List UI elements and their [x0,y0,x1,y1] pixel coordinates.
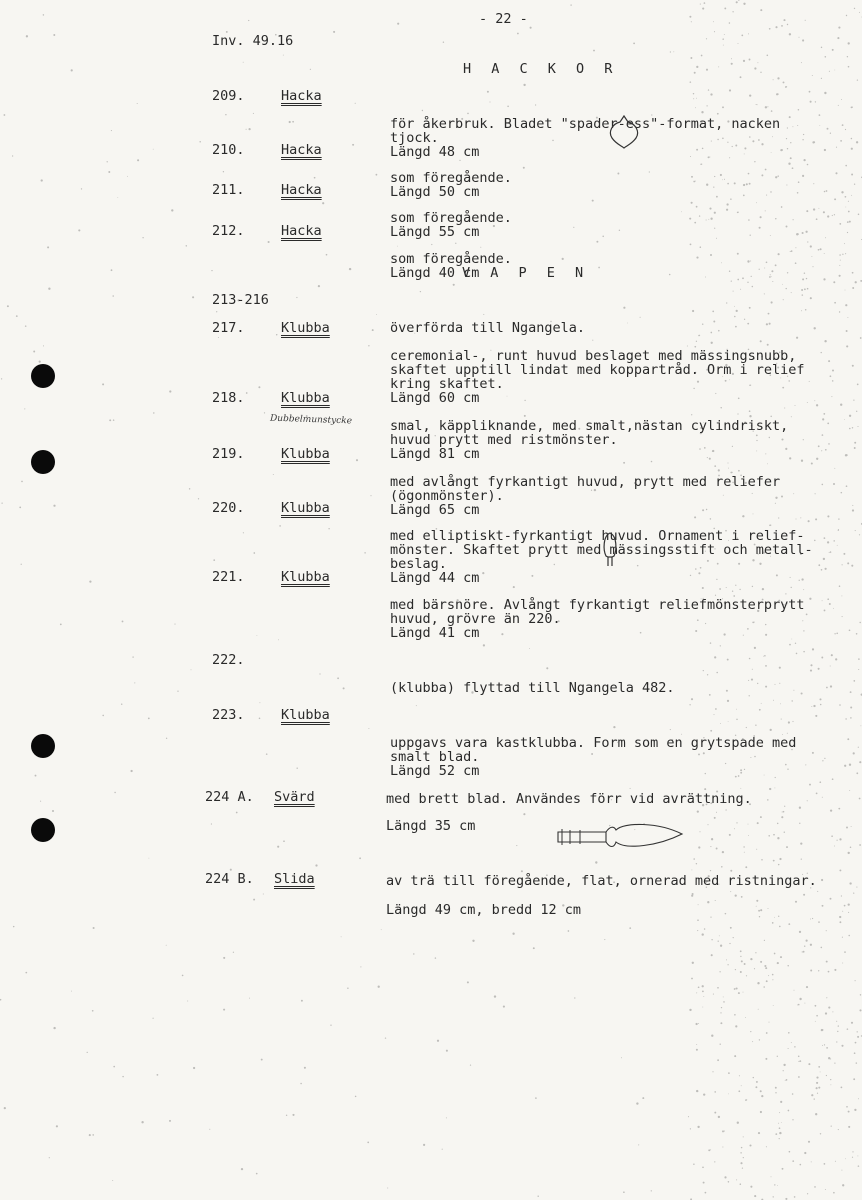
entry-224b-line-1: av trä till föregående, flat, ornerad med ristningar. [386,873,817,889]
binder-hole-4 [31,818,55,842]
entry-220-name: Klubba [281,500,330,516]
handwritten-note: Dubbelmunstycke [269,413,353,427]
entry-223-number: 223. [212,707,245,723]
entry-217-description: ceremonial-, runt huvud beslaget med mässingsnubb, skaftet upptill lindat med koppartråd. Orm i relief kring skaftet. Längd 60 cm [390,348,805,406]
entry-224b-line-2: Längd 49 cm, bredd 12 cm [386,902,582,918]
entry-223-name: Klubba [281,707,330,723]
entry-218-number: 218. [212,390,245,406]
entry-224a-number: 224 A. [205,789,254,805]
entry-210-name: Hacka [281,142,322,158]
club-head-sketch-icon [598,530,622,568]
entry-219-number: 219. [212,446,245,462]
entry-209-name: Hacka [281,88,322,104]
entry-217-name: Klubba [281,320,330,336]
entry-209-description: för åkerbruk. Bladet "spader-ess"-format, nacken tjock. Längd 48 cm [390,116,781,160]
page-number: - 22 - [479,11,528,27]
binder-hole-3 [31,734,55,758]
entry-218-name: Klubba [281,390,330,406]
section-heading-hackor: H A C K O R [463,61,619,77]
inventory-number: Inv. 49.16 [212,33,294,49]
entry-218-description: smal, käppliknande, med smalt,nästan cylindriskt, huvud prytt med ristmönster. Längd 81 cm [390,418,789,462]
entry-210-number: 210. [212,142,245,158]
binder-hole-2 [31,450,55,474]
entry-217-number: 217. [212,320,245,336]
entry-212-number: 212. [212,223,245,239]
entry-212-name: Hacka [281,223,322,239]
entry-224a-name: Svärd [274,789,315,805]
entry-212-description: som föregående. Längd 40 cm [390,251,512,281]
entry-224a-line-1: med brett blad. Användes förr vid avrättning. [386,791,752,807]
binder-hole-1 [31,364,55,388]
section-heading-vapen: V A P E N [462,265,590,281]
entry-221-number: 221. [212,569,245,585]
entry-219-name: Klubba [281,446,330,462]
entry-223-description: uppgavs vara kastklubba. Form som en grytspade med smalt blad. Längd 52 cm [390,735,797,779]
entry-219-description: med avlångt fyrkantigt huvud, prytt med reliefer (ögonmönster). Längd 65 cm [390,474,781,518]
sword-sketch-icon [548,820,688,856]
entry-209-number: 209. [212,88,245,104]
entry-211-name: Hacka [281,182,322,198]
spade-shape-sketch-icon [606,112,642,150]
entry-211-number: 211. [212,182,245,198]
entry-224a-line-2: Längd 35 cm [386,818,476,834]
entry-210-description: som föregående. Längd 50 cm [390,170,512,200]
entry-222-description: (klubba) flyttad till Ngangela 482. [390,680,675,696]
entry-213-216-description: överförda till Ngangela. [390,320,586,336]
entry-221-name: Klubba [281,569,330,585]
entry-220-description: med elliptiskt-fyrkantigt huvud. Ornament i relief- mönster. Skaftet prytt med mässingsstift och metall- beslag. Längd 44 cm [390,528,813,586]
entry-224b-number: 224 B. [205,871,254,887]
entry-211-description: som föregående. Längd 55 cm [390,210,512,240]
entry-224b-name: Slida [274,871,315,887]
entry-221-description: med bärsnöre. Avlångt fyrkantigt reliefmönsterprytt huvud, grövre än 220. Längd 41 cm [390,597,805,641]
entry-222-number: 222. [212,652,245,668]
entry-220-number: 220. [212,500,245,516]
entry-213-216-number: 213-216 [212,292,269,308]
